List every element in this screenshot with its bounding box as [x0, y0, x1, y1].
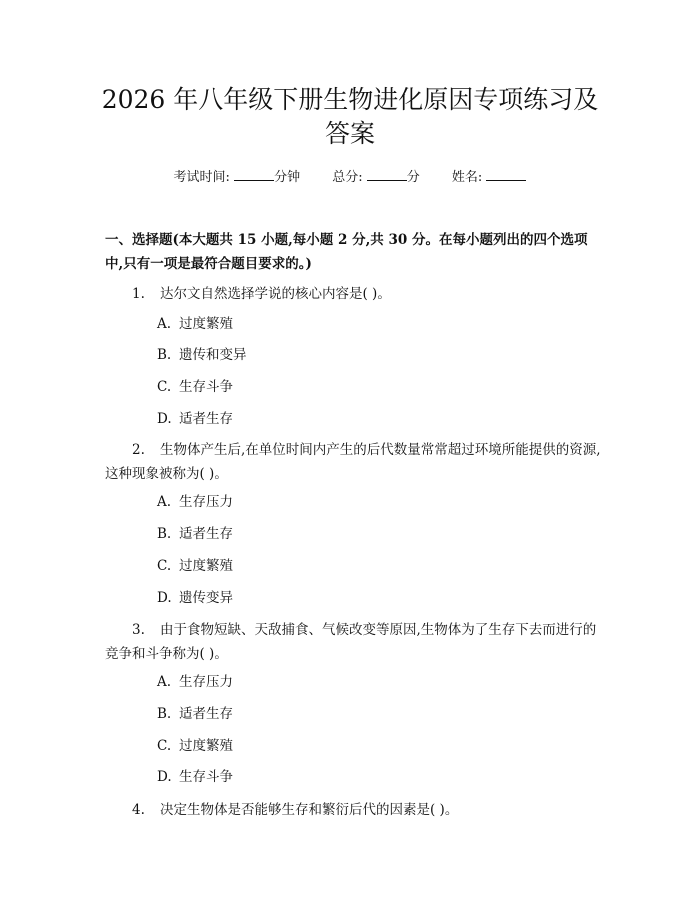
option-c	[157, 736, 233, 756]
question-text: 生物体产生后,在单位时间内产生的后代数量常常超过环境所能提供的资源,这种现象被称为( )。	[105, 442, 601, 482]
question-number: 4.	[132, 802, 145, 818]
option-b	[157, 345, 247, 365]
option-letter: B.	[157, 347, 172, 363]
option-text: 生存压力	[179, 674, 233, 690]
name-field	[452, 168, 527, 188]
exam-time-unit: 分钟	[274, 170, 301, 185]
total-score-blank	[367, 168, 407, 181]
option-d	[157, 409, 233, 429]
option-c	[157, 556, 233, 576]
question-1	[105, 282, 605, 306]
option-text: 过度繁殖	[179, 738, 233, 754]
option-text: 适者生存	[179, 411, 233, 427]
option-text: 生存斗争	[179, 769, 233, 785]
exam-info-row	[0, 168, 700, 188]
option-letter: C.	[157, 558, 172, 574]
option-letter: D.	[157, 411, 172, 427]
option-b	[157, 704, 233, 724]
document-title-line-1: 2026 年八年级下册生物进化原因专项练习及	[101, 85, 599, 114]
exam-time-field	[174, 168, 301, 188]
document-title-line-2: 答案	[324, 119, 375, 148]
option-text: 生存压力	[179, 494, 233, 510]
option-d	[157, 588, 233, 608]
name-blank	[486, 168, 526, 181]
option-text: 过度繁殖	[179, 558, 233, 574]
option-a	[157, 672, 233, 692]
question-number: 1.	[132, 286, 145, 302]
option-letter: B.	[157, 526, 172, 542]
option-letter: C.	[157, 379, 172, 395]
question-4	[105, 798, 605, 822]
option-text: 遗传和变异	[179, 347, 247, 363]
option-text: 适者生存	[179, 526, 233, 542]
option-letter: C.	[157, 738, 172, 754]
option-letter: A.	[157, 494, 172, 510]
option-text: 适者生存	[179, 706, 233, 722]
option-letter: D.	[157, 590, 172, 606]
total-score-unit: 分	[406, 170, 420, 185]
total-score-label: 总分:	[332, 170, 363, 185]
question-number: 3.	[132, 622, 145, 638]
option-letter: D.	[157, 769, 172, 785]
name-label: 姓名:	[451, 170, 483, 185]
exam-time-blank	[234, 168, 274, 181]
option-letter: A.	[157, 674, 172, 690]
section-heading: 一、选择题(本大题共 15 小题,每小题 2 分,共 30 分。在每小题列出的四个选项中,只有一项是最符合题目要求的。)	[105, 232, 588, 272]
option-a	[157, 314, 233, 334]
option-d	[157, 767, 233, 787]
option-c	[157, 377, 233, 397]
option-letter: A.	[157, 316, 172, 332]
option-text: 过度繁殖	[179, 316, 233, 332]
exam-time-label: 考试时间:	[173, 170, 230, 185]
question-text: 由于食物短缺、天敌捕食、气候改变等原因,生物体为了生存下去而进行的竞争和斗争称为( )。	[105, 622, 597, 662]
question-2	[105, 438, 605, 486]
option-b	[157, 524, 233, 544]
option-text: 生存斗争	[179, 379, 233, 395]
option-text: 遗传变异	[179, 590, 233, 606]
total-score-field	[332, 168, 420, 188]
option-letter: B.	[157, 706, 172, 722]
question-text: 决定生物体是否能够生存和繁衍后代的因素是( )。	[160, 802, 459, 818]
option-a	[157, 492, 233, 512]
question-number: 2.	[132, 442, 145, 458]
question-3	[105, 618, 605, 666]
question-text: 达尔文自然选择学说的核心内容是( )。	[160, 286, 391, 302]
